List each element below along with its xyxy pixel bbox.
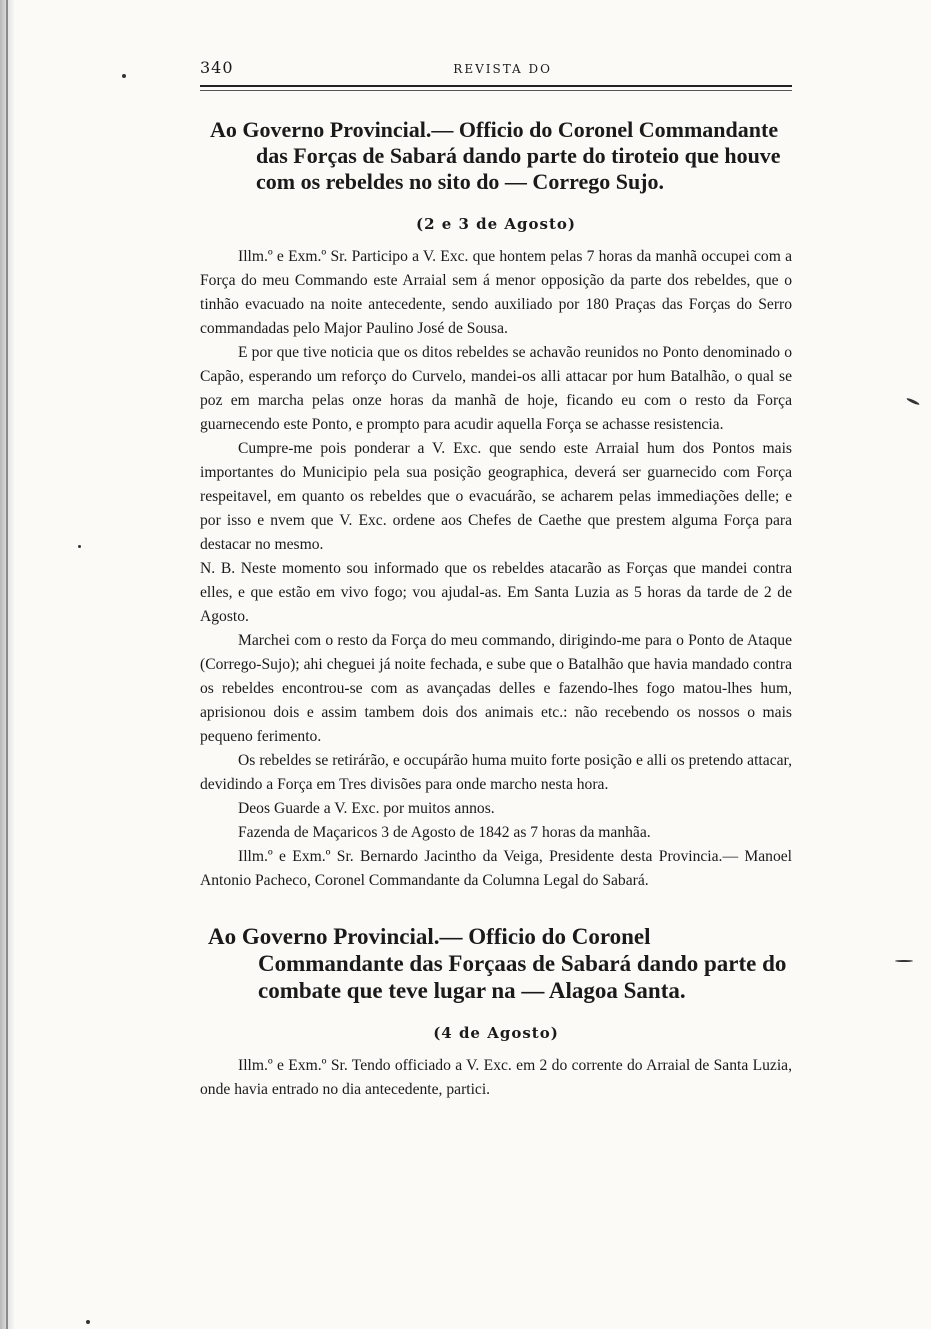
paragraph: Illm.º e Exm.º Sr. Tendo officiado a V. Exc. em 2 do corrente do Arraial de Santa Luzia, onde havia entrado no dia antecedente, partici. [200, 1057, 792, 1098]
section-date-2: (4 de Agosto) [433, 1024, 559, 1042]
ink-speck [122, 74, 126, 78]
ink-speck [86, 1320, 90, 1324]
header-rule [200, 85, 792, 91]
place-date-line: Fazenda de Maçaricos 3 de Agosto de 1842 as 7 horas da manhãa. [238, 824, 651, 841]
paragraph-note: N. B. Neste momento sou informado que os rebeldes atacarão as Forças que mandei contra elles, e que estão em vivo fogo; vou ajudal-as. Em Santa Luzia as 5 horas da tarde de 2 de Agosto. [200, 560, 792, 625]
binding-gutter-line [6, 0, 8, 1329]
paragraph: E por que tive noticia que os ditos rebeldes se achavão reunidos no Ponto denominado o Capão, esperando um reforço do Curvelo, mandei-os alli attacar por hum Batalhão, o qual se poz em marcha pelas onze horas da manhã de hoje, ficando eu com o resto da Força guarnecendo este Ponto, e prompto para acudir aquella Força se achasse resistencia. [200, 344, 792, 433]
document-page [200, 58, 792, 1102]
section-date-1: (2 e 3 de Agosto) [415, 215, 577, 233]
page-number: 340 [200, 58, 234, 77]
page-header [200, 58, 792, 77]
paragraph: Os rebeldes se retirárão, e occupárão huma muito forte posição e alli os pretendo attacar, devidindo a Força em Tres divisões para onde marcho nesta hora. [200, 752, 792, 793]
ink-speck [78, 545, 81, 548]
ink-speck [906, 397, 920, 406]
section-title-2: Ao Governo Provincial.— Officio do Coronel Commandante das Forçaas de Sabará dando parte do combate que teve lugar na — Alagoa Santa. [208, 924, 787, 1003]
running-title: REVISTA DO [453, 62, 552, 76]
paragraph: Cumpre-me pois ponderar a V. Exc. que sendo este Arraial hum dos Pontos mais importantes do Municipio pela sua posição geographica, deverá ser guarnecido com Força respeitavel, em quanto os rebeldes que o evacuárão, se acharem pelas immediações delle; e por isso e nvem que V. Exc. ordene aos Chefes de Caethe que prestem alguma Força para destacar no mesmo. [200, 440, 792, 553]
closing-line: Deos Guarde a V. Exc. por muitos annos. [238, 800, 495, 817]
paragraph: Marchei com o resto da Força do meu commando, dirigindo-me para o Ponto de Ataque (Corrego-Sujo); ahi cheguei já noite fechada, e sube que o Batalhão que havia mandado contra os rebeldes encontrou-se com as avançadas delles e fazendo-lhes fogo matou-lhes hum, aprisionou dois e assim tambem dois dos animais etc.: não recebendo os nossos o mais pequeno ferimento. [200, 632, 792, 745]
paragraph: Illm.º e Exm.º Sr. Participo a V. Exc. que hontem pelas 7 horas da manhã occupei com a Força do meu Commando este Arraial sem á menor opposição da parte dos rebeldes, que o tinhão evacuado na noite antecedente, sendo auxiliado por 180 Praças das Forças do Serro commandadas pelo Major Paulino José de Sousa. [200, 248, 792, 337]
section-title-1: Ao Governo Provincial.— Officio do Coronel Commandante das Forças de Sabará dando parte do tiroteio que houve com os rebeldes no sito do — Corrego Sujo. [210, 117, 781, 194]
signature-block: Illm.º e Exm.º Sr. Bernardo Jacintho da Veiga, Presidente desta Provincia.— Manoel Antonio Pacheco, Coronel Commandante da Columna Legal do Sabará. [200, 848, 792, 889]
ink-speck [895, 960, 913, 962]
